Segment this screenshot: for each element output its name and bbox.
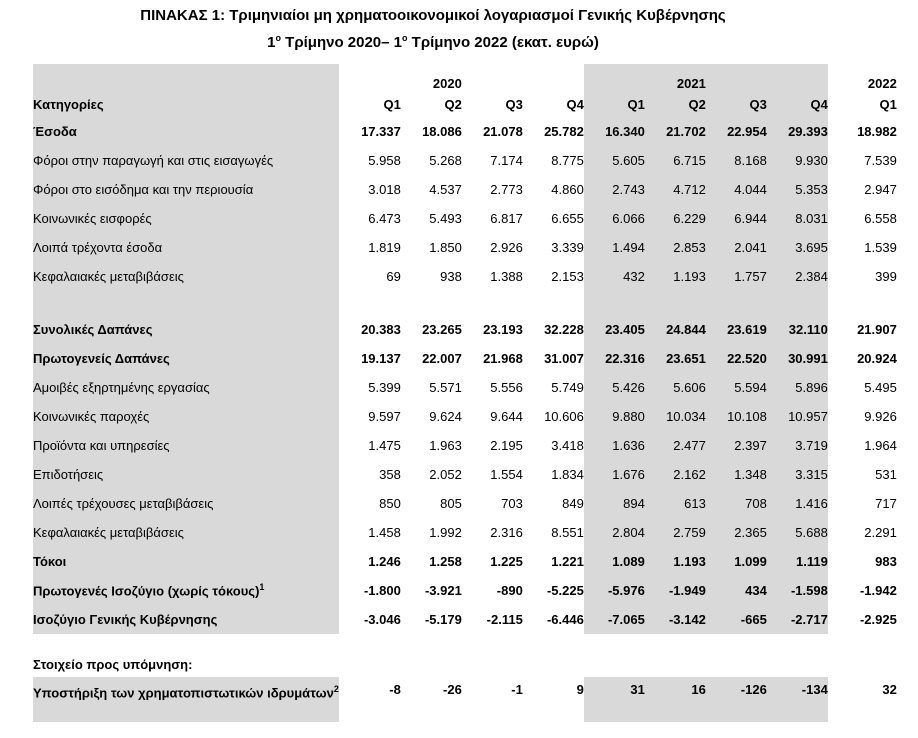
value-cell: 2.195 xyxy=(490,438,523,453)
table-row xyxy=(33,489,897,518)
value-cell: 434 xyxy=(706,576,767,605)
value-cell: 717 xyxy=(875,496,897,511)
table-row xyxy=(33,547,897,576)
value-cell: 1.819 xyxy=(368,240,401,255)
table-row xyxy=(33,431,897,460)
value-cell: -1.949 xyxy=(645,576,706,605)
value-cell: 31 xyxy=(584,677,645,722)
value-cell: 4.712 xyxy=(645,175,706,204)
value-cell: -890 xyxy=(496,583,523,598)
value-cell: 805 xyxy=(440,496,462,511)
value-cell: 5.594 xyxy=(706,373,767,402)
categories-header: Κατηγορίες xyxy=(33,91,339,117)
value-cell: 23.405 xyxy=(584,315,645,344)
table-row xyxy=(33,576,897,605)
value-cell: 30.991 xyxy=(767,344,828,373)
quarter-header-row xyxy=(33,91,897,117)
value-cell: 2.041 xyxy=(706,233,767,262)
value-cell: -1.598 xyxy=(767,576,828,605)
value-cell: 1.992 xyxy=(429,525,462,540)
value-cell: 2.477 xyxy=(645,431,706,460)
value-cell: 3.339 xyxy=(551,240,584,255)
value-cell xyxy=(645,652,706,677)
category-cell: Προϊόντα και υπηρεσίες xyxy=(33,431,339,460)
table-row xyxy=(33,204,897,233)
value-cell: 5.353 xyxy=(767,175,828,204)
value-cell: 5.571 xyxy=(429,380,462,395)
value-cell: 23.193 xyxy=(483,322,523,337)
value-cell xyxy=(462,652,523,677)
value-cell: 6.066 xyxy=(584,204,645,233)
value-cell: 8.031 xyxy=(767,204,828,233)
value-cell: 2.052 xyxy=(429,467,462,482)
value-cell: 2.743 xyxy=(584,175,645,204)
value-cell: 3.719 xyxy=(767,431,828,460)
value-cell: 399 xyxy=(875,269,897,284)
value-cell: 708 xyxy=(706,489,767,518)
value-cell: -2.115 xyxy=(486,612,523,627)
value-cell: 1.416 xyxy=(767,489,828,518)
category-cell: Κεφαλαιακές μεταβιβάσεις xyxy=(33,518,339,547)
value-cell: 1.475 xyxy=(368,438,401,453)
empty-cell xyxy=(523,291,584,315)
value-cell: 703 xyxy=(501,496,523,511)
value-cell: 22.954 xyxy=(706,117,767,146)
quarter-header-cell: Q1 xyxy=(879,96,897,112)
value-cell: 22.007 xyxy=(422,351,462,366)
category-cell: Επιδοτήσεις xyxy=(33,460,339,489)
table-title: ΠΙΝΑΚΑΣ 1: Τριμηνιαίοι μη χρηματοοικονομικοί λογαριασμοί Γενικής Κυβέρνησης xyxy=(140,7,726,24)
value-cell: 5.896 xyxy=(767,373,828,402)
quarter-header-cell: Q3 xyxy=(706,91,767,117)
value-cell xyxy=(828,652,897,677)
value-cell: 10.034 xyxy=(645,402,706,431)
empty-cell xyxy=(828,291,897,315)
value-cell: 1.089 xyxy=(584,547,645,576)
value-cell: 22.520 xyxy=(706,344,767,373)
title-block xyxy=(0,0,866,53)
empty-cell xyxy=(33,291,339,315)
value-cell: 2.947 xyxy=(864,182,897,197)
value-cell: -26 xyxy=(443,682,462,697)
table-row xyxy=(33,677,897,722)
value-cell: 5.958 xyxy=(368,153,401,168)
year-header-spacer xyxy=(33,64,339,91)
value-cell: -3.142 xyxy=(645,605,706,634)
value-cell: -665 xyxy=(706,605,767,634)
table-row xyxy=(33,175,897,204)
year-header-cell xyxy=(339,64,401,91)
value-cell: 6.558 xyxy=(864,211,897,226)
value-cell: 938 xyxy=(440,269,462,284)
table-row xyxy=(33,233,897,262)
empty-cell xyxy=(584,291,645,315)
value-cell: 21.078 xyxy=(483,124,523,139)
value-cell: 849 xyxy=(562,496,584,511)
value-cell: 983 xyxy=(875,554,897,569)
value-cell: 531 xyxy=(875,467,897,482)
value-cell: 17.337 xyxy=(361,124,401,139)
value-cell xyxy=(584,652,645,677)
value-cell: 1.246 xyxy=(368,554,401,569)
value-cell: -1.800 xyxy=(363,583,401,598)
category-cell: Πρωτογενείς Δαπάνες xyxy=(33,344,339,373)
value-cell xyxy=(339,652,401,677)
spacer-row xyxy=(33,291,897,315)
category-cell: Ισοζύγιο Γενικής Κυβέρνησης xyxy=(33,605,339,634)
value-cell: 32 xyxy=(882,682,897,697)
value-cell: 1.539 xyxy=(864,240,897,255)
value-cell: -5.976 xyxy=(584,576,645,605)
value-cell xyxy=(401,652,462,677)
category-cell: Λοιπές τρέχουσες μεταβιβάσεις xyxy=(33,489,339,518)
value-cell: 23.265 xyxy=(422,322,462,337)
quarter-header-cell: Q2 xyxy=(444,96,462,112)
value-cell: 19.137 xyxy=(361,351,401,366)
year-header-2022: 2022 xyxy=(867,76,897,91)
category-cell: Υποστήριξη των χρηματοπιστωτικών ιδρυμάτων$^2$ xyxy=(33,677,339,722)
value-cell: 5.493 xyxy=(429,211,462,226)
quarter-header-cell: Q3 xyxy=(505,96,523,112)
value-cell: 69 xyxy=(386,269,401,284)
year-header-cell xyxy=(462,64,523,91)
value-cell: 2.853 xyxy=(645,233,706,262)
value-cell: 6.817 xyxy=(490,211,523,226)
value-cell: -5.179 xyxy=(424,612,462,627)
value-cell: -5.225 xyxy=(546,583,584,598)
category-cell: Έσοδα xyxy=(33,117,339,146)
value-cell: 10.957 xyxy=(767,402,828,431)
value-cell: 6.229 xyxy=(645,204,706,233)
category-cell: Κοινωνικές παροχές xyxy=(33,402,339,431)
value-cell xyxy=(706,652,767,677)
value-cell xyxy=(767,652,828,677)
table-row xyxy=(33,315,897,344)
value-cell: 5.556 xyxy=(490,380,523,395)
value-cell: 7.539 xyxy=(864,153,897,168)
value-cell: 5.426 xyxy=(584,373,645,402)
table-row xyxy=(33,652,897,677)
value-cell: 5.688 xyxy=(767,518,828,547)
value-cell: 4.044 xyxy=(706,175,767,204)
value-cell: 4.860 xyxy=(551,182,584,197)
value-cell: 2.759 xyxy=(645,518,706,547)
empty-cell xyxy=(523,634,584,652)
value-cell: 1.834 xyxy=(551,467,584,482)
year-header-cell xyxy=(767,64,828,91)
value-cell: 1.676 xyxy=(584,460,645,489)
gap-row xyxy=(33,634,897,652)
value-cell: -6.446 xyxy=(546,612,584,627)
value-cell: 21.907 xyxy=(857,322,897,337)
empty-cell xyxy=(339,291,401,315)
value-cell: 16.340 xyxy=(584,117,645,146)
value-cell: 5.399 xyxy=(368,380,401,395)
empty-cell xyxy=(462,634,523,652)
value-cell: 2.316 xyxy=(490,525,523,540)
empty-cell xyxy=(584,634,645,652)
table-subtitle: $1^o$ Τρίμηνο 2020– $1^o$ Τρίμηνο 2022 (εκατ. ευρώ) xyxy=(267,33,599,51)
value-cell: 1.348 xyxy=(706,460,767,489)
value-cell: 3.418 xyxy=(551,438,584,453)
year-header-2020: 2020 xyxy=(432,76,462,91)
value-cell: 1.193 xyxy=(645,547,706,576)
value-cell: 2.773 xyxy=(490,182,523,197)
category-cell: Φόροι στο εισόδημα και την περιουσία xyxy=(33,175,339,204)
empty-cell xyxy=(401,291,462,315)
value-cell: 25.782 xyxy=(544,124,584,139)
value-cell: 1.221 xyxy=(551,554,584,569)
quarter-header-cell: Q4 xyxy=(566,96,584,112)
value-cell: 3.018 xyxy=(368,182,401,197)
value-cell: 5.749 xyxy=(551,380,584,395)
value-cell: 8.551 xyxy=(551,525,584,540)
value-cell: 6.944 xyxy=(706,204,767,233)
value-cell: 6.473 xyxy=(368,211,401,226)
empty-cell xyxy=(706,291,767,315)
value-cell: 2.397 xyxy=(706,431,767,460)
table-row xyxy=(33,373,897,402)
value-cell: 432 xyxy=(584,262,645,291)
value-cell: -3.046 xyxy=(363,612,401,627)
value-cell: 1.258 xyxy=(429,554,462,569)
value-cell: -2.717 xyxy=(767,605,828,634)
value-cell: 18.982 xyxy=(857,124,897,139)
empty-cell xyxy=(645,634,706,652)
value-cell: 2.384 xyxy=(767,262,828,291)
value-cell: 3.315 xyxy=(767,460,828,489)
category-cell: Κεφαλαιακές μεταβιβάσεις xyxy=(33,262,339,291)
value-cell: 894 xyxy=(584,489,645,518)
value-cell: 1.119 xyxy=(767,547,828,576)
value-cell: 1.757 xyxy=(706,262,767,291)
quarterly-accounts-table xyxy=(33,64,897,722)
value-cell: 1.963 xyxy=(429,438,462,453)
value-cell: 6.715 xyxy=(645,146,706,175)
value-cell: 2.365 xyxy=(706,518,767,547)
table-row xyxy=(33,344,897,373)
value-cell: 23.619 xyxy=(706,315,767,344)
value-cell: 5.606 xyxy=(645,373,706,402)
value-cell: 1.225 xyxy=(490,554,523,569)
value-cell: 2.291 xyxy=(864,525,897,540)
quarter-header-cell: Q2 xyxy=(645,91,706,117)
value-cell: 21.968 xyxy=(483,351,523,366)
value-cell: 9.624 xyxy=(429,409,462,424)
value-cell xyxy=(523,652,584,677)
value-cell: 29.393 xyxy=(767,117,828,146)
value-cell: 5.495 xyxy=(864,380,897,395)
quarter-header-cell: Q1 xyxy=(584,91,645,117)
category-cell: Στοιχείο προς υπόμνηση: xyxy=(33,657,193,672)
value-cell: 3.695 xyxy=(767,233,828,262)
value-cell: 5.268 xyxy=(429,153,462,168)
year-header-2021: 2021 xyxy=(645,64,706,91)
empty-cell xyxy=(401,634,462,652)
value-cell: 1.554 xyxy=(490,467,523,482)
value-cell: 2.804 xyxy=(584,518,645,547)
value-cell: 20.924 xyxy=(857,351,897,366)
category-cell: Πρωτογενές Ισοζύγιο (χωρίς τόκους)$^1$ xyxy=(33,576,339,605)
table-row xyxy=(33,460,897,489)
value-cell: 4.537 xyxy=(429,182,462,197)
value-cell: 23.651 xyxy=(645,344,706,373)
value-cell: -2.925 xyxy=(859,612,897,627)
table-row xyxy=(33,117,897,146)
value-cell: 32.228 xyxy=(544,322,584,337)
value-cell: 10.108 xyxy=(706,402,767,431)
quarter-header-cell: Q4 xyxy=(767,91,828,117)
table-row xyxy=(33,518,897,547)
value-cell: 1.388 xyxy=(490,269,523,284)
value-cell: 9 xyxy=(576,682,584,697)
value-cell: -134 xyxy=(767,677,828,722)
empty-cell xyxy=(462,291,523,315)
value-cell: 9.930 xyxy=(767,146,828,175)
year-header-cell xyxy=(706,64,767,91)
value-cell: -126 xyxy=(706,677,767,722)
table-row xyxy=(33,402,897,431)
value-cell: 1.099 xyxy=(706,547,767,576)
empty-cell xyxy=(828,634,897,652)
empty-cell xyxy=(767,634,828,652)
value-cell: 8.168 xyxy=(706,146,767,175)
table-row xyxy=(33,605,897,634)
value-cell: 1.636 xyxy=(584,431,645,460)
value-cell: 6.655 xyxy=(551,211,584,226)
value-cell: 22.316 xyxy=(584,344,645,373)
value-cell: -1.942 xyxy=(859,583,897,598)
value-cell: 2.162 xyxy=(645,460,706,489)
value-cell: 5.605 xyxy=(584,146,645,175)
empty-cell xyxy=(767,291,828,315)
value-cell: -8 xyxy=(389,682,401,697)
value-cell: -7.065 xyxy=(584,605,645,634)
value-cell: 1.494 xyxy=(584,233,645,262)
value-cell: 8.775 xyxy=(551,153,584,168)
category-cell: Αμοιβές εξηρτημένης εργασίας xyxy=(33,373,339,402)
category-cell: Συνολικές Δαπάνες xyxy=(33,315,339,344)
year-header-cell xyxy=(584,64,645,91)
value-cell: 1.964 xyxy=(864,438,897,453)
value-cell: 7.174 xyxy=(490,153,523,168)
table-row xyxy=(33,146,897,175)
value-cell: 10.606 xyxy=(544,409,584,424)
value-cell: 2.926 xyxy=(490,240,523,255)
empty-cell xyxy=(706,634,767,652)
value-cell: 2.153 xyxy=(551,269,584,284)
value-cell: 32.110 xyxy=(767,315,828,344)
value-cell: 18.086 xyxy=(422,124,462,139)
value-cell: 613 xyxy=(645,489,706,518)
quarter-header-cell: Q1 xyxy=(383,96,401,112)
table-row xyxy=(33,262,897,291)
value-cell: 850 xyxy=(379,496,401,511)
category-cell: Κοινωνικές εισφορές xyxy=(33,204,339,233)
value-cell: 1.193 xyxy=(645,262,706,291)
value-cell: 1.850 xyxy=(429,240,462,255)
value-cell: -1 xyxy=(511,682,523,697)
year-header-cell xyxy=(523,64,584,91)
empty-cell xyxy=(645,291,706,315)
value-cell: 20.383 xyxy=(361,322,401,337)
value-cell: 31.007 xyxy=(544,351,584,366)
year-header-row xyxy=(33,64,897,91)
empty-cell xyxy=(339,634,401,652)
value-cell: 24.844 xyxy=(645,315,706,344)
value-cell: 21.702 xyxy=(645,117,706,146)
value-cell: -3.921 xyxy=(424,583,462,598)
category-cell: Λοιπά τρέχοντα έσοδα xyxy=(33,233,339,262)
category-cell: Τόκοι xyxy=(33,547,339,576)
value-cell: 16 xyxy=(645,677,706,722)
value-cell: 9.880 xyxy=(584,402,645,431)
value-cell: 358 xyxy=(379,467,401,482)
empty-cell xyxy=(33,634,339,652)
category-cell: Φόροι στην παραγωγή και στις εισαγωγές xyxy=(33,146,339,175)
value-cell: 9.597 xyxy=(368,409,401,424)
value-cell: 9.926 xyxy=(864,409,897,424)
value-cell: 9.644 xyxy=(490,409,523,424)
value-cell: 1.458 xyxy=(368,525,401,540)
